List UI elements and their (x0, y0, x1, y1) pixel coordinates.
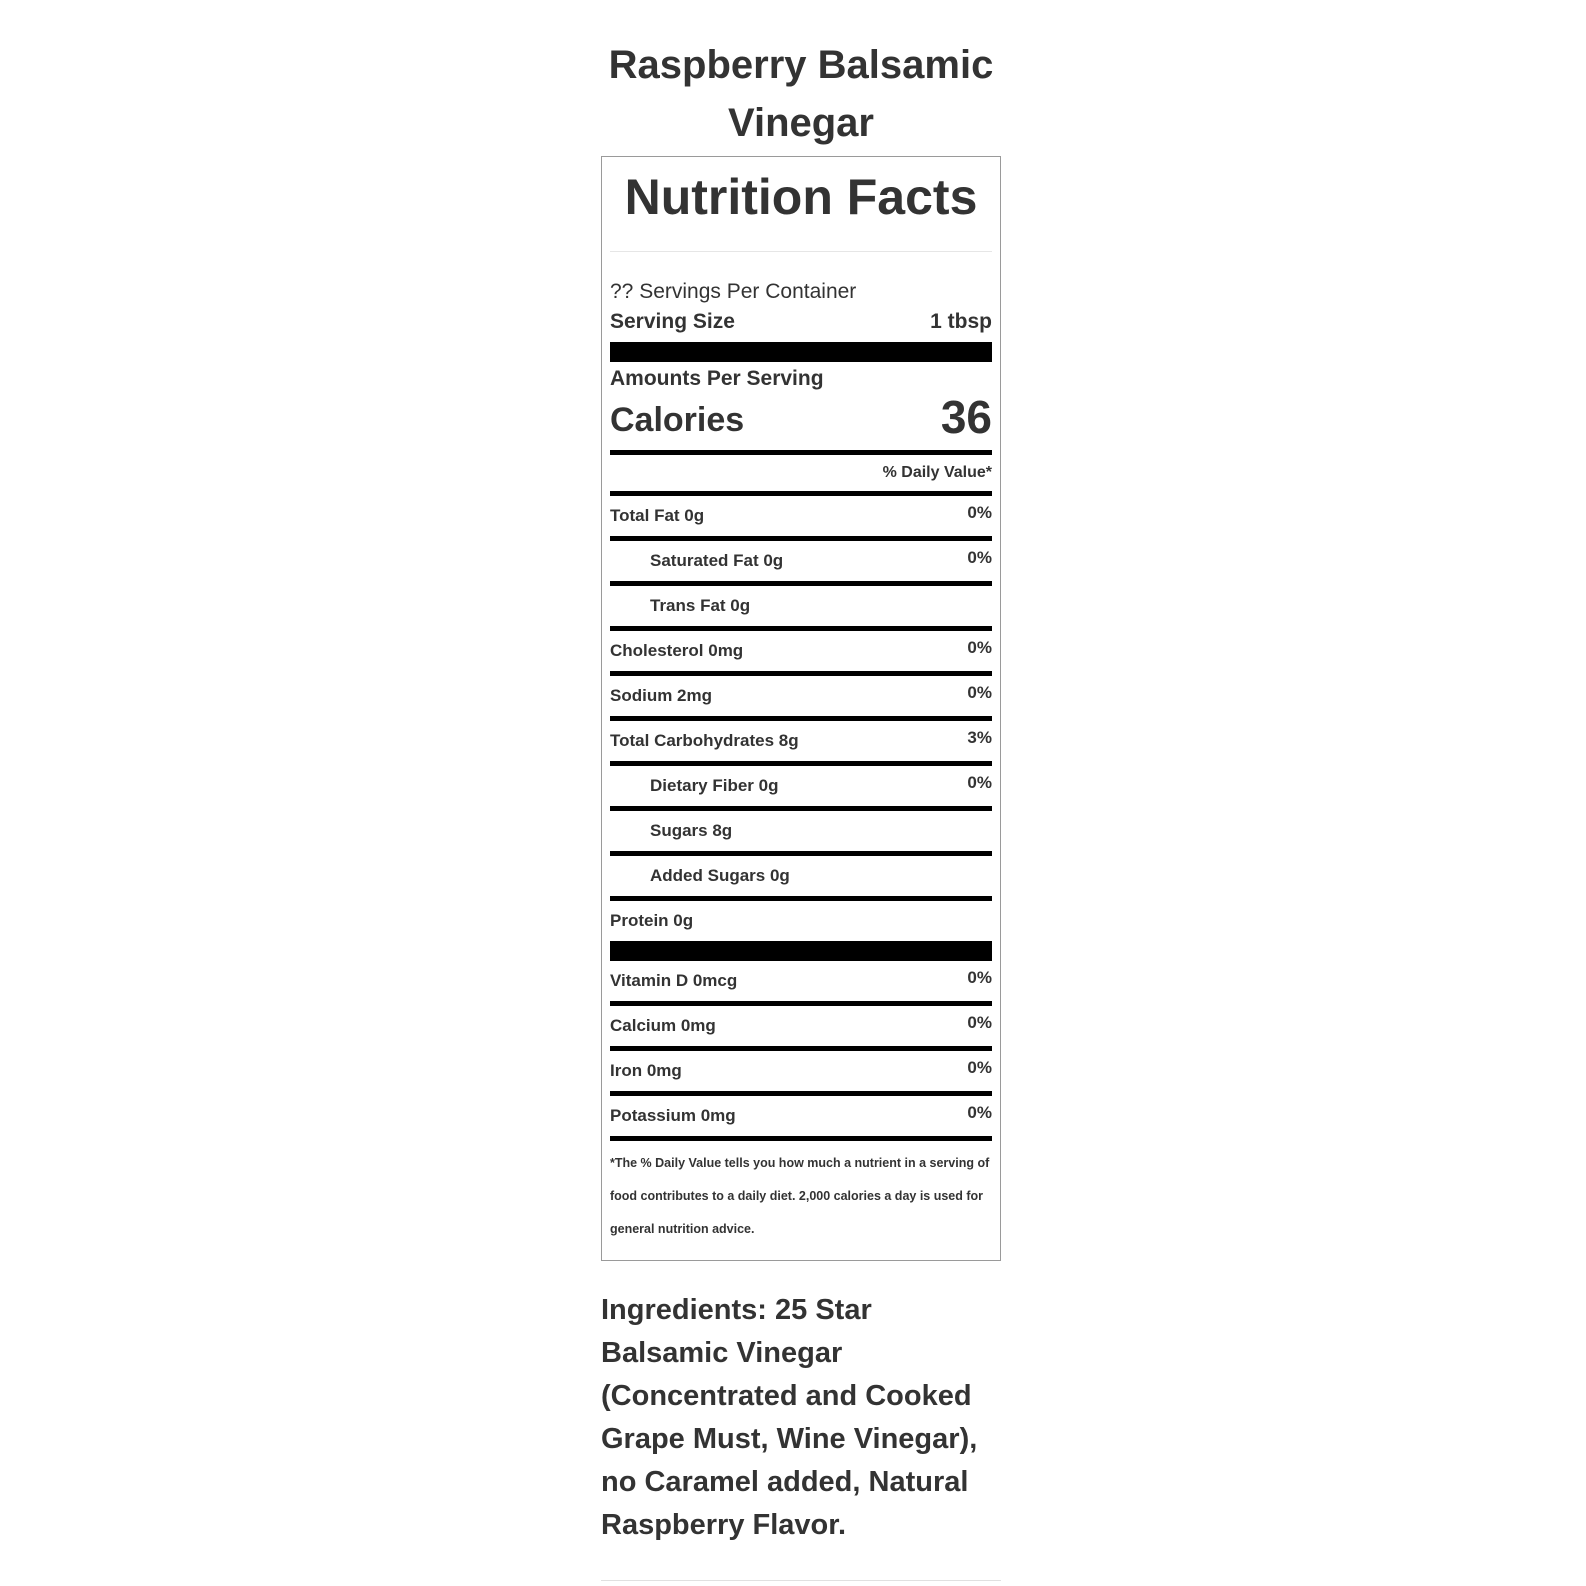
nutrient-name: Dietary Fiber 0g (650, 776, 779, 795)
nutrient-daily-value: 0% (967, 638, 992, 657)
vitamin-row-iron (610, 1051, 992, 1096)
nutrient-daily-value: 3% (967, 728, 992, 747)
servings-per-container: ?? Servings Per Container (610, 280, 857, 303)
nutrient-row-added-sugars (610, 856, 992, 901)
serving-size-row (610, 306, 992, 338)
vitamin-name: Calcium 0mg (610, 1016, 716, 1035)
vitamin-daily-value: 0% (967, 968, 992, 987)
nutrient-row-saturated-fat (610, 541, 992, 586)
nutrient-name: Trans Fat 0g (650, 596, 751, 615)
bottom-divider (601, 1580, 1001, 1581)
nutrition-label (601, 156, 1001, 1261)
nutrient-name: Cholesterol 0mg (610, 641, 744, 660)
nutrient-name: Sugars 8g (650, 821, 733, 840)
vitamin-daily-value: 0% (967, 1013, 992, 1032)
ingredients-text: Ingredients: 25 Star Balsamic Vinegar (Concentrated and Cooked Grape Must, Wine Vinegar), no Caramel added, Natural Raspberry Flavor. (601, 1294, 978, 1541)
nutrient-daily-value: 0% (967, 503, 992, 522)
nutrient-row-protein (610, 901, 992, 941)
nutrient-name: Protein 0g (610, 911, 694, 930)
nutrient-row-total-carbohydrates (610, 721, 992, 766)
calories-value: 36 (940, 391, 992, 443)
nutrient-daily-value: 0% (967, 773, 992, 792)
nutrient-row-sugars (610, 811, 992, 856)
nutrition-facts-heading: Nutrition Facts (610, 157, 992, 252)
nutrient-name: Total Carbohydrates 8g (610, 731, 799, 750)
thick-divider (610, 342, 992, 362)
nutrient-row-dietary-fiber (610, 766, 992, 811)
vitamin-name: Potassium 0mg (610, 1106, 736, 1125)
nutrient-name: Total Fat 0g (610, 506, 705, 525)
vitamin-row-calcium (610, 1006, 992, 1051)
nutrient-row-total-fat (610, 496, 992, 541)
vitamin-daily-value: 0% (967, 1103, 992, 1122)
vitamin-name: Iron 0mg (610, 1061, 682, 1080)
thick-divider (610, 941, 992, 961)
vitamin-daily-value: 0% (967, 1058, 992, 1077)
nutrient-row-sodium (610, 676, 992, 721)
nutrient-daily-value: 0% (967, 548, 992, 567)
vitamin-row-vitamin-d (610, 961, 992, 1006)
nutrient-name: Sodium 2mg (610, 686, 713, 705)
daily-value-header: % Daily Value* (882, 464, 992, 481)
calories-row (610, 392, 992, 450)
product-title: Raspberry Balsamic Vinegar (608, 43, 994, 145)
nutrient-row-cholesterol (610, 631, 992, 676)
nutrient-row-trans-fat (610, 586, 992, 631)
product-page (601, 36, 1001, 1547)
nutrient-name: Saturated Fat 0g (650, 551, 784, 570)
serving-size-value: 1 tbsp (930, 310, 992, 333)
vitamin-row-potassium (610, 1096, 992, 1141)
nutrient-name: Added Sugars 0g (650, 866, 790, 885)
daily-value-footnote: *The % Daily Value tells you how much a nutrient in a serving of food contributes to a daily diet. 2,000 calories a day is used for general nutrition advice. (610, 1156, 990, 1236)
calories-label: Calories (610, 401, 745, 439)
amounts-per-serving: Amounts Per Serving (610, 367, 824, 390)
nutrient-daily-value: 0% (967, 683, 992, 702)
vitamin-name: Vitamin D 0mcg (610, 971, 738, 990)
serving-size-label: Serving Size (610, 310, 735, 333)
